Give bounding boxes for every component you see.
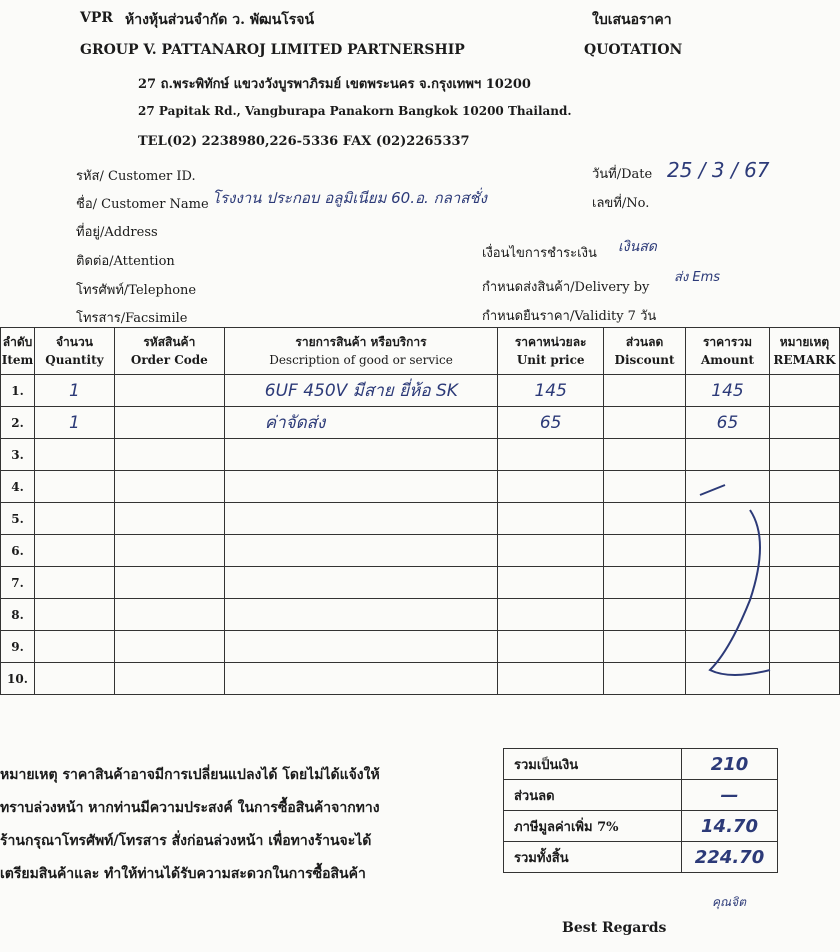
item-code	[114, 599, 224, 631]
item-discount	[604, 663, 686, 695]
item-qty	[34, 439, 114, 471]
item-amount: 65	[686, 407, 770, 439]
item-desc	[224, 663, 498, 695]
item-no: 8.	[1, 599, 35, 631]
item-desc	[224, 631, 498, 663]
item-discount	[604, 567, 686, 599]
item-qty	[34, 535, 114, 567]
totals-row	[504, 811, 778, 842]
totals-value: 210	[682, 749, 778, 780]
item-no: 4.	[1, 471, 35, 503]
date-label: วันที่/Date	[592, 167, 653, 182]
item-qty	[34, 567, 114, 599]
item-qty: 1	[34, 407, 114, 439]
item-no: 5.	[1, 503, 35, 535]
totals-value: 14.70	[682, 811, 778, 842]
item-no: 10.	[1, 663, 35, 695]
delivery-label: กำหนดส่งสินค้า/Delivery by	[482, 280, 650, 295]
item-discount	[604, 503, 686, 535]
item-amount	[686, 439, 770, 471]
item-no: 7.	[1, 567, 35, 599]
table-row	[1, 407, 840, 439]
item-unit-price	[498, 567, 604, 599]
doc-title-en: QUOTATION	[584, 42, 683, 58]
attention-label: ติดต่อ/Attention	[76, 254, 175, 269]
validity-label: กำหนดยืนราคา/Validity 7 วัน	[482, 309, 657, 324]
item-qty	[34, 663, 114, 695]
company-address-en: 27 Papitak Rd., Vangburapa Panakorn Bangkok 10200 Thailand.	[138, 104, 572, 118]
totals-label: ส่วนลด	[504, 780, 682, 811]
item-discount	[604, 407, 686, 439]
item-unit-price: 145	[498, 375, 604, 407]
item-no: 2.	[1, 407, 35, 439]
item-unit-price	[498, 631, 604, 663]
item-desc	[224, 599, 498, 631]
item-qty	[34, 471, 114, 503]
header-quantity: จำนวน Quantity	[34, 328, 114, 375]
item-unit-price	[498, 663, 604, 695]
item-discount	[604, 631, 686, 663]
item-code	[114, 471, 224, 503]
item-desc: 6UF 450V มีสาย ยี่ห้อ SK	[224, 375, 498, 407]
item-remark	[769, 375, 839, 407]
item-desc	[224, 567, 498, 599]
note-line-4: เตรียมสินค้าและ ทำให้ท่านได้รับความสะดวกในการซื้อสินค้า	[0, 866, 366, 882]
customer-name-value: โรงงาน ประกอบ อลูมิเนียม 60.อ. กลาสชั่ง	[212, 189, 487, 207]
item-discount	[604, 535, 686, 567]
customer-id-label: รหัส/ Customer ID.	[76, 169, 196, 184]
header-amount: ราคารวม Amount	[686, 328, 770, 375]
header-item: ลำดับ Item	[1, 328, 35, 375]
item-code	[114, 663, 224, 695]
doc-title-th: ใบเสนอราคา	[592, 12, 672, 28]
item-discount	[604, 375, 686, 407]
item-code	[114, 567, 224, 599]
note-line-2: ทราบล่วงหน้า หากท่านมีความประสงค์ ในการซื้อสินค้าจากทาง	[0, 800, 380, 816]
company-short: VPR	[80, 10, 114, 26]
item-code	[114, 631, 224, 663]
totals-label: รวมทั้งสิ้น	[504, 842, 682, 873]
item-remark	[769, 407, 839, 439]
item-unit-price	[498, 503, 604, 535]
note-line-1: หมายเหตุ ราคาสินค้าอาจมีการเปลี่ยนแปลงได้ โดยไม่ได้แจ้งให้	[0, 767, 380, 783]
item-no: 9.	[1, 631, 35, 663]
item-desc	[224, 471, 498, 503]
company-name-en: GROUP V. PATTANAROJ LIMITED PARTNERSHIP	[80, 42, 465, 58]
payment-value: เงินสด	[618, 239, 657, 255]
company-name-th: ห้างหุ้นส่วนจำกัด ว. พัฒนโรจน์	[125, 12, 315, 28]
table-row	[1, 375, 840, 407]
item-no: 6.	[1, 535, 35, 567]
item-no: 1.	[1, 375, 35, 407]
item-discount	[604, 439, 686, 471]
item-unit-price	[498, 535, 604, 567]
totals-table	[503, 748, 778, 873]
strike-mark-icon	[690, 480, 790, 700]
totals-value: 224.70	[682, 842, 778, 873]
payment-label: เงื่อนไขการชำระเงิน	[482, 246, 597, 261]
item-qty: 1	[34, 375, 114, 407]
item-code	[114, 503, 224, 535]
item-code	[114, 375, 224, 407]
totals-label: ภาษีมูลค่าเพิ่ม 7%	[504, 811, 682, 842]
item-unit-price	[498, 439, 604, 471]
header-description: รายการสินค้า หรือบริการ Description of good or service	[224, 328, 498, 375]
signature: คุณจิต	[712, 895, 746, 909]
item-qty	[34, 599, 114, 631]
company-contact: TEL(02) 2238980,226-5336 FAX (02)2265337	[138, 134, 470, 149]
item-unit-price	[498, 599, 604, 631]
item-no: 3.	[1, 439, 35, 471]
delivery-value: ส่ง Ems	[674, 270, 721, 285]
table-row	[1, 439, 840, 471]
item-unit-price: 65	[498, 407, 604, 439]
customer-name-label: ชื่อ/ Customer Name	[76, 197, 209, 212]
header-order-code: รหัสสินค้า Order Code	[114, 328, 224, 375]
item-code	[114, 535, 224, 567]
totals-value: —	[682, 780, 778, 811]
item-unit-price	[498, 471, 604, 503]
no-label: เลขที่/No.	[592, 196, 650, 211]
note-line-3: ร้านกรุณาโทรศัพท์/โทรสาร สั่งก่อนล่วงหน้า เพื่อทางร้านจะได้	[0, 833, 372, 849]
closing-text: Best Regards	[562, 920, 667, 936]
totals-row	[504, 749, 778, 780]
item-desc	[224, 503, 498, 535]
table-header-row	[1, 328, 840, 375]
facsimile-label: โทรสาร/Facsimile	[76, 311, 188, 326]
item-qty	[34, 631, 114, 663]
item-discount	[604, 471, 686, 503]
item-remark	[769, 439, 839, 471]
header-discount: ส่วนลด Discount	[604, 328, 686, 375]
item-desc	[224, 535, 498, 567]
item-discount	[604, 599, 686, 631]
header-remark: หมายเหตุ REMARK	[769, 328, 839, 375]
header-unit-price: ราคาหน่วยละ Unit price	[498, 328, 604, 375]
totals-label: รวมเป็นเงิน	[504, 749, 682, 780]
item-desc	[224, 439, 498, 471]
item-desc: ค่าจัดส่ง	[224, 407, 498, 439]
telephone-label: โทรศัพท์/Telephone	[76, 283, 197, 298]
address-label: ที่อยู่/Address	[76, 225, 158, 240]
company-address-th: 27 ถ.พระพิทักษ์ แขวงวังบูรพาภิรมย์ เขตพระนคร จ.กรุงเทพฯ 10200	[138, 77, 531, 92]
totals-row	[504, 842, 778, 873]
item-code	[114, 407, 224, 439]
item-code	[114, 439, 224, 471]
item-qty	[34, 503, 114, 535]
date-value: 25 / 3 / 67	[667, 158, 770, 182]
item-amount: 145	[686, 375, 770, 407]
totals-row	[504, 780, 778, 811]
